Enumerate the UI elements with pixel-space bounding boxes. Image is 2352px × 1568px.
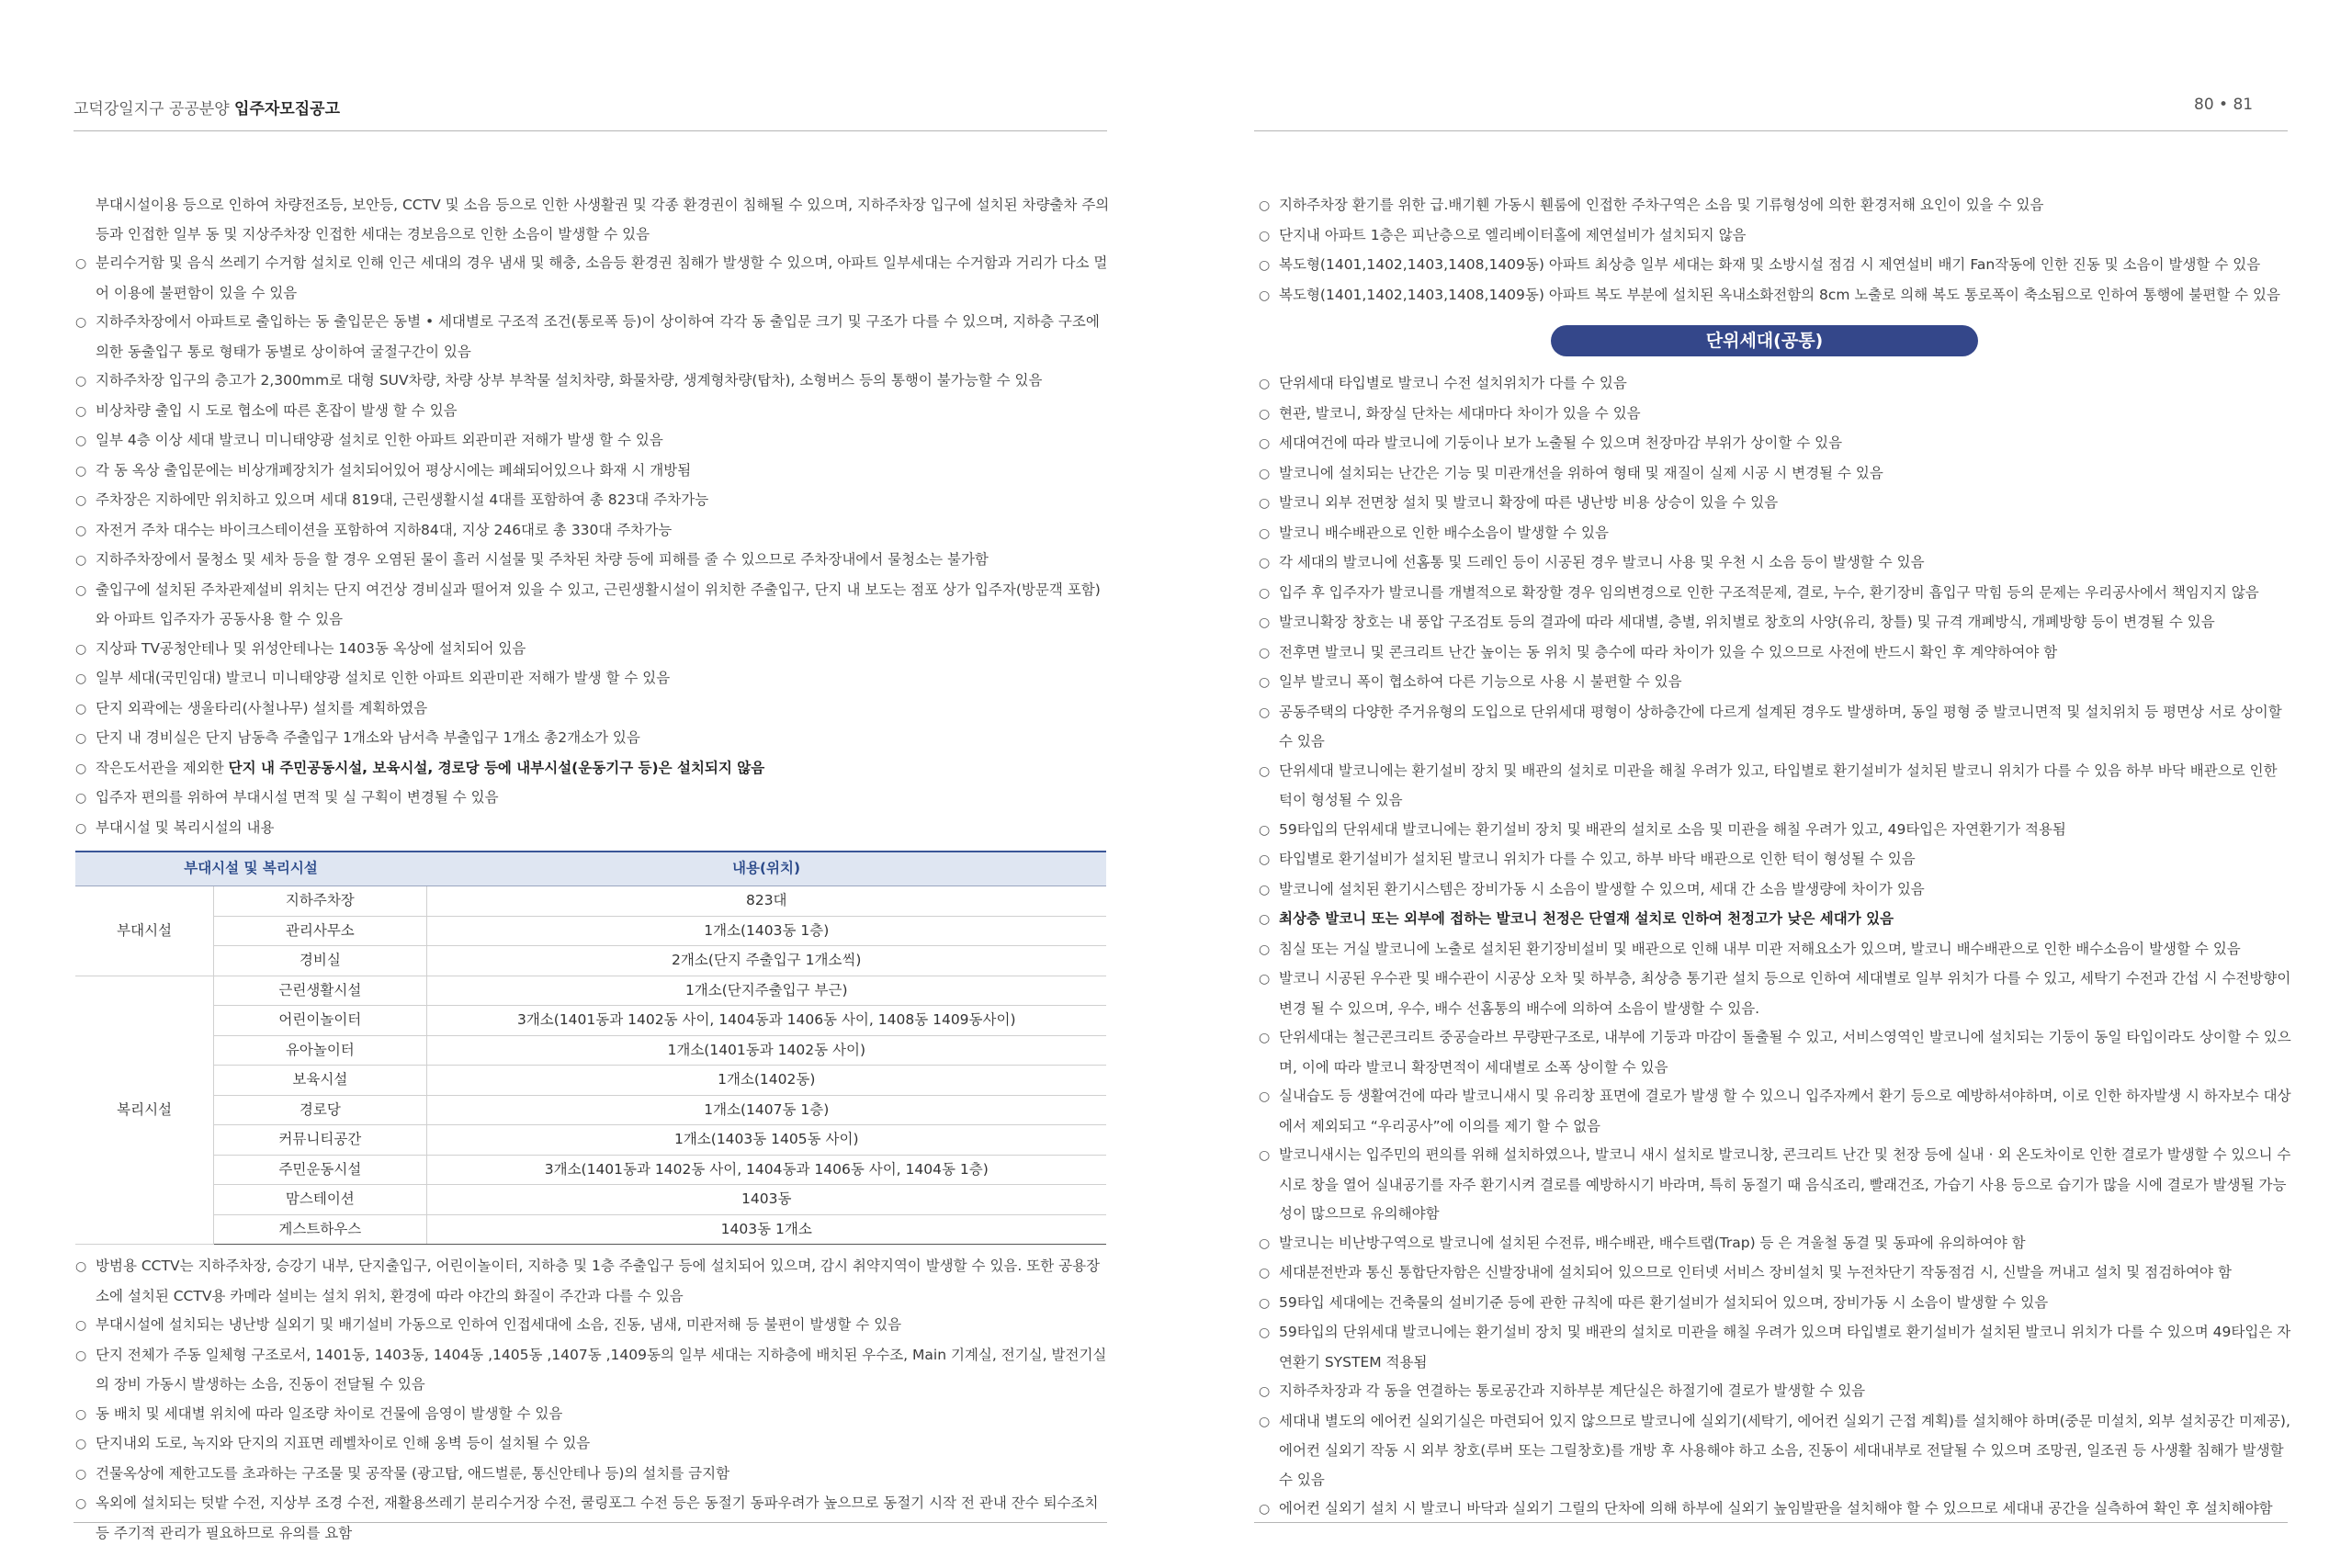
table-group-cell: 부대시설 bbox=[75, 886, 214, 976]
right-page-column bbox=[1259, 191, 2292, 1525]
table-facility-cell: 주민운동시설 bbox=[214, 1155, 426, 1185]
list-item: ○ 각 세대의 발코니에 선홈통 및 드레인 등이 시공된 경우 발코니 사용 및 우천 시 소음 등이 발생할 수 있음 bbox=[1259, 548, 2292, 579]
list-item: ○ 59타입의 단위세대 발코니에는 환기설비 장치 및 배관의 설치로 소음 및 미관을 해칠 우려가 있고, 49타입은 자연환기가 적용됨 bbox=[1259, 816, 2292, 846]
list-item: ○ 일부 세대(국민임대) 발코니 미니태양광 설치로 인한 아파트 외관미관 저해가 발생 할 수 있음 bbox=[75, 664, 1110, 694]
list-item: ○ 세대여건에 따라 발코니에 기둥이나 보가 노출될 수 있으며 천장마감 부위가 상이할 수 있음 bbox=[1259, 429, 2292, 459]
table-content-cell: 3개소(1401동과 1402동 사이, 1404동과 1406동 사이, 1408동 1409동사이) bbox=[426, 1006, 1106, 1036]
table-row bbox=[75, 1095, 1106, 1125]
list-item: ○ 단위세대 타입별로 발코니 수전 설치위치가 다를 수 있음 bbox=[1259, 369, 2292, 400]
list-item: ○ 부대시설에 설치되는 냉난방 실외기 및 배기설비 가동으로 인하여 인접세대에 소음, 진동, 냄새, 미관저해 등 불편이 발생할 수 있음 bbox=[75, 1311, 1110, 1341]
table-facility-cell: 게스트하우스 bbox=[214, 1214, 426, 1245]
list-item-bold-text: 단지 내 주민공동시설, 보육시설, 경로당 등에 내부시설(운동기구 등)은 설치되지 않음 bbox=[228, 759, 765, 776]
table-row bbox=[75, 1125, 1106, 1156]
list-item: ○ 자전거 주차 대수는 바이크스테이션을 포함하여 지하84대, 지상 246대로 총 330대 주차가능 bbox=[75, 516, 1110, 547]
table-header-content: 내용(위치) bbox=[426, 852, 1106, 886]
table-content-cell: 1403동 1개소 bbox=[426, 1214, 1106, 1245]
list-item: ○ 발코니에 설치되는 난간은 기능 및 미관개선을 위하여 형태 및 재질이 실제 시공 시 변경될 수 있음 bbox=[1259, 459, 2292, 490]
list-item: ○ 단지 외곽에는 생울타리(사철나무) 설치를 계획하였음 bbox=[75, 694, 1110, 725]
list-item: ○ 건물옥상에 제한고도를 초과하는 구조물 및 공작물 (광고탑, 애드벌룬, 통신안테나 등)의 설치를 금지함 bbox=[75, 1460, 1110, 1490]
list-item: ○ 59타입 세대에는 건축물의 설비기준 등에 관한 규칙에 따른 환기설비가 설치되어 있으며, 장비가동 시 소음이 발생할 수 있음 bbox=[1259, 1289, 2292, 1319]
list-item: ○ 지하주차장에서 아파트로 출입하는 동 출입문은 동별 • 세대별로 구조적 조건(통로폭 등)이 상이하여 각각 동 출입문 크기 및 구조가 다를 수 있으며, 지하층 구조에 의한 동출입구 통로 형태가 동별로 상이하여 굴절구간이 있음 bbox=[75, 308, 1110, 367]
list-item: ○ 발코니에 설치된 환기시스템은 장비가동 시 소음이 발생할 수 있으며, 세대 간 소음 발생량에 차이가 있음 bbox=[1259, 875, 2292, 906]
list-item: ○ 일부 4층 이상 세대 발코니 미니태양광 설치로 인한 아파트 외관미관 저해가 발생 할 수 있음 bbox=[75, 426, 1110, 457]
list-item: ○ 일부 발코니 폭이 협소하여 다른 기능으로 사용 시 불편할 수 있음 bbox=[1259, 668, 2292, 698]
list-item: 부대시설이용 등으로 인하여 차량전조등, 보안등, CCTV 및 소음 등으로 인한 사생활권 및 각종 환경권이 침해될 수 있으며, 지하주차장 입구에 설치된 차량출차 주의등과 인접한 일부 동 및 지상주차장 인접한 세대는 경보음으로 인한 소음이 발생할 수 있음 bbox=[96, 197, 1110, 243]
list-item: ○ 출입구에 설치된 주차관제설비 위치는 단지 여건상 경비실과 떨어져 있을 수 있고, 근린생활시설이 위치한 주출입구, 단지 내 보도는 점포 상가 입주자(방문객 포함)와 아파트 입주자가 공동사용 할 수 있음 bbox=[75, 576, 1110, 635]
list-item: ○ 지상파 TV공청안테나 및 위성안테나는 1403동 옥상에 설치되어 있음 bbox=[75, 635, 1110, 665]
table-content-cell: 1403동 bbox=[426, 1185, 1106, 1215]
table-content-cell: 3개소(1401동과 1402동 사이, 1404동과 1406동 사이, 1404동 1층) bbox=[426, 1155, 1106, 1185]
table-facility-cell: 맘스테이션 bbox=[214, 1185, 426, 1215]
table-facility-cell: 보육시설 bbox=[214, 1066, 426, 1096]
table-row bbox=[75, 1155, 1106, 1185]
list-item: ○ 입주 후 입주자가 발코니를 개별적으로 확장할 경우 임의변경으로 인한 구조적문제, 결로, 누수, 환기장비 흡입구 막힘 등의 문제는 우리공사에서 책임지지 않음 bbox=[1259, 579, 2292, 609]
facilities-table bbox=[75, 851, 1106, 1245]
table-content-cell: 1개소(1403동 1405동 사이) bbox=[426, 1125, 1106, 1156]
list-item: ○ 복도형(1401,1402,1403,1408,1409동) 아파트 최상층 일부 세대는 화재 및 소방시설 점검 시 제연설비 배기 Fan작동에 인한 진동 및 소음이 발생할 수 있음 bbox=[1259, 251, 2292, 281]
list-item: ○ 동 배치 및 세대별 위치에 따라 일조량 차이로 건물에 음영이 발생할 수 있음 bbox=[75, 1400, 1110, 1430]
page-numbers: 80 • 81 bbox=[2194, 96, 2254, 114]
table-facility-cell: 경비실 bbox=[214, 946, 426, 976]
list-item: ○ 발코니는 비난방구역으로 발코니에 설치된 수전류, 배수배관, 배수트랩(Trap) 등 은 겨울철 동결 및 동파에 유의하여야 함 bbox=[1259, 1229, 2292, 1259]
document-header bbox=[74, 96, 340, 118]
table-content-cell: 1개소(1401동과 1402동 사이) bbox=[426, 1035, 1106, 1066]
table-facility-cell: 유아놀이터 bbox=[214, 1035, 426, 1066]
table-row bbox=[75, 916, 1106, 946]
list-item: ○ 전후면 발코니 및 콘크리트 난간 높이는 동 위치 및 층수에 따라 차이가 있을 수 있으므로 사전에 반드시 확인 후 계약하여야 함 bbox=[1259, 638, 2292, 669]
table-facility-cell: 지하주차장 bbox=[214, 886, 426, 917]
table-facility-cell: 근린생활시설 bbox=[214, 976, 426, 1006]
list-item: ○ 옥외에 설치되는 텃밭 수전, 지상부 조경 수전, 재활용쓰레기 분리수거장 수전, 쿨링포그 수전 등은 동절기 동파우려가 높으므로 동절기 시작 전 관내 잔수 퇴수조치 등 주기적 관리가 필요하므로 유의를 요함 bbox=[75, 1489, 1110, 1548]
list-item: ○ 발코니 시공된 우수관 및 배수관이 시공상 오차 및 하부층, 최상층 통기관 설치 등으로 인하여 세대별로 일부 위치가 다를 수 있고, 세탁기 수전과 간섭 시 수전방향이 변경 될 수 있으며, 우수, 배수 선홈통의 배수에 의하여 소음이 발생할 수 있음. bbox=[1259, 964, 2292, 1023]
header-rule-left bbox=[74, 130, 1107, 131]
table-row bbox=[75, 1185, 1106, 1215]
table-content-cell: 2개소(단지 주출입구 1개소씩) bbox=[426, 946, 1106, 976]
table-facility-cell: 경로당 bbox=[214, 1095, 426, 1125]
table-header-facility: 부대시설 및 복리시설 bbox=[75, 852, 426, 886]
list-item: ○ 분리수거함 및 음식 쓰레기 수거함 설치로 인해 인근 세대의 경우 냄새 및 해충, 소음등 환경권 침해가 발생할 수 있으며, 아파트 일부세대는 수거함과 거리가 다소 멀어 이용에 불편함이 있을 수 있음 bbox=[75, 249, 1110, 308]
list-item: ○ 단지 내 경비실은 단지 남동측 주출입구 1개소와 남서측 부출입구 1개소 총2개소가 있음 bbox=[75, 724, 1110, 754]
list-item: ○ 에어컨 실외기 설치 시 발코니 바닥과 실외기 그릴의 단차에 의해 하부에 실외기 높임발판을 설치해야 할 수 있으므로 세대내 공간을 실측하여 확인 후 설치해야함 bbox=[1259, 1495, 2292, 1525]
list-item: ○ 지하주차장 환기를 위한 급.배기휀 가동시 휀룸에 인접한 주차구역은 소음 및 기류형성에 의한 환경저해 요인이 있을 수 있음 bbox=[1259, 191, 2292, 221]
table-row bbox=[75, 1214, 1106, 1245]
list-item: ○ 단위세대 발코니에는 환기설비 장치 및 배관의 설치로 미관을 해칠 우려가 있고, 타입별로 환기설비가 설치된 발코니 위치가 다를 수 있음 하부 바닥 배관으로 인한 턱이 형성될 수 있음 bbox=[1259, 757, 2292, 816]
table-row bbox=[75, 946, 1106, 976]
section-list bbox=[1259, 369, 2292, 1525]
list-item: ○ 침실 또는 거실 발코니에 노출로 설치된 환기장비설비 및 배관으로 인해 내부 미관 저해요소가 있으며, 발코니 배수배관으로 인한 배수소음이 발생할 수 있음 bbox=[1259, 935, 2292, 965]
list-item: ○ 단위세대는 철근콘크리트 중공슬라브 무량판구조로, 내부에 기둥과 마감이 돌출될 수 있고, 서비스영역인 발코니에 설치되는 기둥이 동일 타입이라도 상이할 수 있으며, 이에 따라 발코니 확장면적이 세대별로 소폭 상이할 수 있음 bbox=[1259, 1023, 2292, 1082]
table-content-cell: 823대 bbox=[426, 886, 1106, 917]
header-rule-right bbox=[1254, 130, 2288, 131]
list-item: ○ 세대내 별도의 에어컨 실외기실은 마련되어 있지 않으므로 발코니에 실외기(세탁기, 에어컨 실외기 근접 계획)를 설치해야 하며(중문 미설치, 외부 설치공간 미제공), 에어컨 실외기 작동 시 외부 창호(루버 또는 그릴창호)를 개방 후 사용해야 하고 소음, 진동이 세대내부로 전달될 수 있으며 조망권, 일조권 등 사생활 침해가 발생할 수 있음 bbox=[1259, 1407, 2292, 1495]
left-page-column bbox=[75, 191, 1110, 1548]
list-item: ○ 복도형(1401,1402,1403,1408,1409동) 아파트 복도 부분에 설치된 옥내소화전함의 8cm 노출로 의해 복도 통로폭이 축소됨으로 인하여 통행에 불편할 수 있음 bbox=[1259, 281, 2292, 311]
list-item: ○ 실내습도 등 생활여건에 따라 발코니새시 및 유리창 표면에 결로가 발생 할 수 있으니 입주자께서 환기 등으로 예방하셔야하며, 이로 인한 하자발생 시 하자보수 대상에서 제외되고 “우리공사”에 이의를 제기 할 수 없음 bbox=[1259, 1082, 2292, 1141]
list-item: ○ 발코니 배수배관으로 인한 배수소음이 발생할 수 있음 bbox=[1259, 519, 2292, 549]
list-item: ○ 단지 전체가 주동 일체형 구조로서, 1401동, 1403동, 1404동 ,1405동 ,1407동 ,1409동의 일부 세대는 지하층에 배치된 우수조, Main 기계실, 전기실, 발전기실의 장비 가동시 발생하는 소음, 진동이 전달될 수 있음 bbox=[75, 1341, 1110, 1400]
table-facility-cell: 관리사무소 bbox=[214, 916, 426, 946]
table-content-cell: 1개소(1407동 1층) bbox=[426, 1095, 1106, 1125]
table-content-cell: 1개소(1402동) bbox=[426, 1066, 1106, 1096]
list-item: ○ 단지내 아파트 1층은 피난층으로 엘리베이터홀에 제연설비가 설치되지 않음 bbox=[1259, 221, 2292, 252]
list-item: ○ 지하주차장과 각 동을 연결하는 통로공간과 지하부분 계단실은 하절기에 결로가 발생할 수 있음 bbox=[1259, 1377, 2292, 1407]
list-item: ○ 발코니새시는 입주민의 편의를 위해 설치하였으나, 발코니 새시 설치로 발코니창, 콘크리트 난간 및 천장 등에 실내 · 외 온도차이로 인한 결로가 발생할 수 있으니 수시로 창을 열어 실내공기를 자주 환기시켜 결로를 예방하시기 바라며, 특히 동절기 때 음식조리, 빨래건조, 가습기 사용 등으로 습기가 많을 시에 결로가 발생될 가능성이 많으므로 유의해야함 bbox=[1259, 1141, 2292, 1229]
list-item: ○ 최상층 발코니 또는 외부에 접하는 발코니 천정은 단열재 설치로 인하여 천정고가 낮은 세대가 있음 bbox=[1259, 905, 2292, 935]
table-group-cell: 복리시설 bbox=[75, 976, 214, 1245]
list-item: ○ 세대분전반과 통신 통합단자함은 신발장내에 설치되어 있으므로 인터넷 서비스 장비설치 및 누전차단기 작동점검 시, 신발을 꺼내고 설치 및 점검하여야 함 bbox=[1259, 1258, 2292, 1289]
list-item: ○ 단지내외 도로, 녹지와 단지의 지표면 레벨차이로 인해 옹벽 등이 설치될 수 있음 bbox=[75, 1429, 1110, 1460]
list-item: ○ 현관, 발코니, 화장실 단차는 세대마다 차이가 있을 수 있음 bbox=[1259, 400, 2292, 430]
list-item: ○ 타입별로 환기설비가 설치된 발코니 위치가 다를 수 있고, 하부 바닥 배관으로 인한 턱이 형성될 수 있음 bbox=[1259, 845, 2292, 875]
list-item: ○ 발코니확장 창호는 내 풍압 구조검토 등의 결과에 따라 세대별, 층별, 위치별로 창호의 사양(유리, 창틀) 및 규격 개폐방식, 개폐방향 등이 변경될 수 있음 bbox=[1259, 608, 2292, 638]
list-item: ○ 부대시설 및 복리시설의 내용 bbox=[75, 814, 1110, 844]
table-row bbox=[75, 1006, 1106, 1036]
list-item-text: 작은도서관을 제외한 bbox=[96, 759, 229, 776]
list-item: ○ 지하주차장에서 물청소 및 세차 등을 할 경우 오염된 물이 흘러 시설물 및 주차된 차량 등에 피해를 줄 수 있으므로 주차장내에서 물청소는 불가함 bbox=[75, 546, 1110, 576]
section-heading-badge: 단위세대(공통) bbox=[1551, 325, 1978, 356]
header-title-main: 입주자모집공고 bbox=[234, 100, 340, 118]
list-item bbox=[75, 754, 1110, 784]
table-facility-cell: 커뮤니티공간 bbox=[214, 1125, 426, 1156]
table-facility-cell: 어린이놀이터 bbox=[214, 1006, 426, 1036]
table-row bbox=[75, 1066, 1106, 1096]
list-item: ○ 방범용 CCTV는 지하주차장, 승강기 내부, 단지출입구, 어린이놀이터, 지하층 및 1층 주출입구 등에 설치되어 있으며, 감시 취약지역이 발생할 수 있음. 또한 공용장소에 설치된 CCTV용 카메라 설비는 설치 위치, 환경에 따라 야간의 화질이 주간과 다를 수 있음 bbox=[75, 1252, 1110, 1311]
table-row bbox=[75, 1035, 1106, 1066]
list-item: ○ 공동주택의 다양한 주거유형의 도입으로 단위세대 평형이 상하층간에 다르게 설계된 경우도 발생하며, 동일 평형 중 발코니면적 및 설치위치 등 평면상 서로 상이할 수 있음 bbox=[1259, 698, 2292, 757]
table-content-cell: 1개소(1403동 1층) bbox=[426, 916, 1106, 946]
list-item: ○ 비상차량 출입 시 도로 협소에 따른 혼잡이 발생 할 수 있음 bbox=[75, 397, 1110, 427]
table-row bbox=[75, 976, 1106, 1006]
list-item: ○ 주차장은 지하에만 위치하고 있으며 세대 819대, 근린생활시설 4대를 포함하여 총 823대 주차가능 bbox=[75, 486, 1110, 516]
table-row bbox=[75, 886, 1106, 917]
table-content-cell: 1개소(단지주출입구 부근) bbox=[426, 976, 1106, 1006]
list-item: ○ 59타입의 단위세대 발코니에는 환기설비 장치 및 배관의 설치로 미관을 해칠 우려가 있으며 타입별로 환기설비가 설치된 발코니 위치가 다를 수 있으며 49타입은 자연환기 SYSTEM 적용됨 bbox=[1259, 1318, 2292, 1377]
header-title-prefix: 고덕강일지구 공공분양 bbox=[74, 100, 230, 118]
list-item: ○ 발코니 외부 전면창 설치 및 발코니 확장에 따른 냉난방 비용 상승이 있을 수 있음 bbox=[1259, 489, 2292, 519]
list-item: ○ 입주자 편의를 위하여 부대시설 면적 및 실 구획이 변경될 수 있음 bbox=[75, 784, 1110, 814]
list-item: ○ 각 동 옥상 출입문에는 비상개폐장치가 설치되어있어 평상시에는 폐쇄되어있으나 화재 시 개방됨 bbox=[75, 457, 1110, 487]
list-item: ○ 지하주차장 입구의 층고가 2,300mm로 대형 SUV차량, 차량 상부 부착물 설치차량, 화물차량, 생계형차량(탑차), 소형버스 등의 통행이 불가능할 수 있음 bbox=[75, 367, 1110, 397]
